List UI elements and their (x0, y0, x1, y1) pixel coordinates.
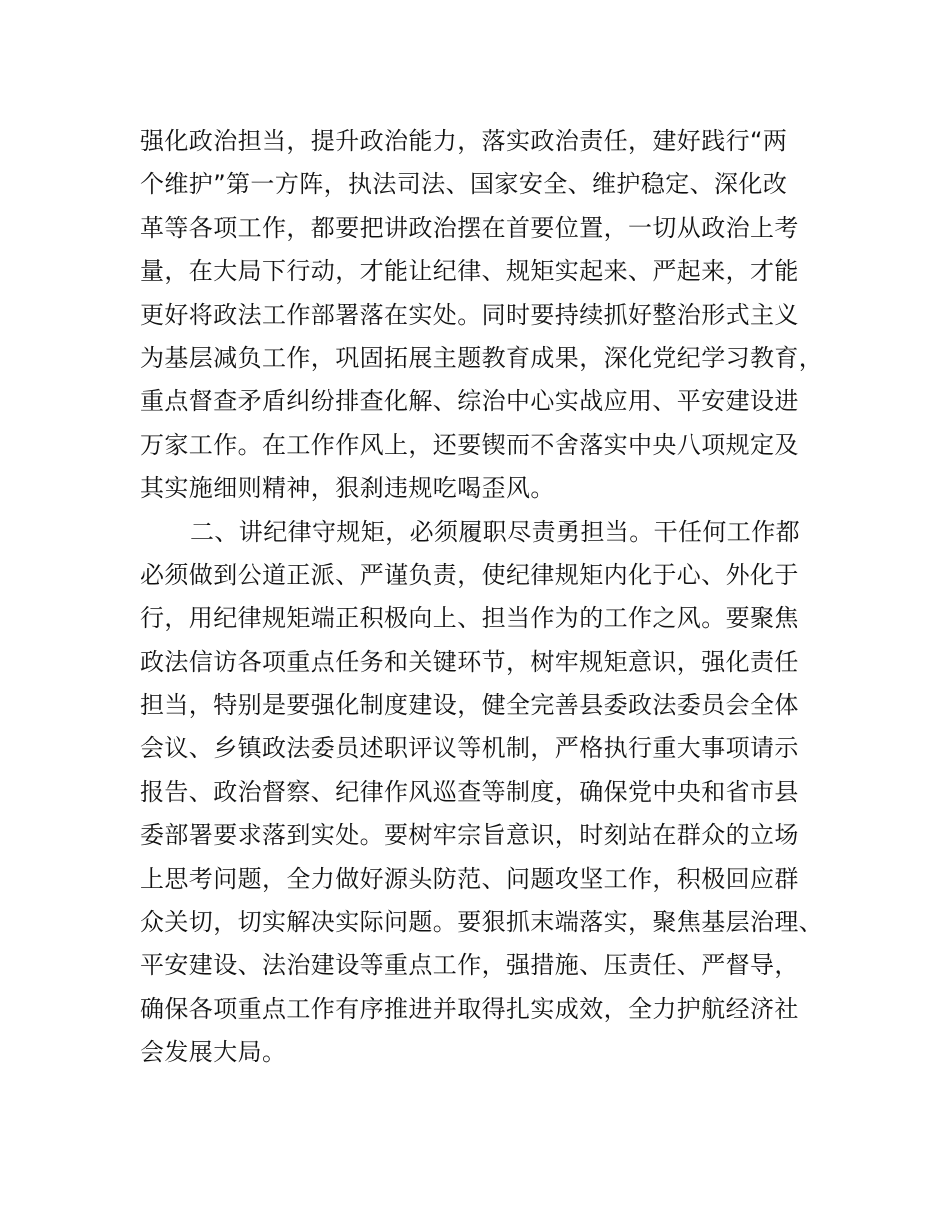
text-line: 委部署要求落到实处。要树牢宗旨意识，时刻站在群众的立场 (140, 821, 799, 850)
text-line: 革等各项工作，都要把讲政治摆在首要位置，一切从政治上考 (140, 213, 799, 242)
text-line: 平安建设、法治建设等重点工作，强措施、压责任、严督导， (140, 951, 799, 980)
text-line: 个维护”第一方阵，执法司法、国家安全、维护稳定、深化改 (140, 170, 788, 199)
text-line: 确保各项重点工作有序推进并取得扎实成效，全力护航经济社 (140, 994, 799, 1023)
text-line: 量，在大局下行动，才能让纪律、规矩实起来、严起来，才能 (140, 257, 799, 286)
text-line: 行，用纪律规矩端正积极向上、担当作为的工作之风。要聚焦 (140, 604, 799, 633)
text-line: 其实施细则精神，狠刹违规吃喝歪风。 (140, 474, 555, 503)
text-line: 上思考问题，全力做好源头防范、问题攻坚工作，积极回应群 (140, 864, 799, 893)
document-body (140, 120, 840, 1075)
text-line: 会议、乡镇政法委员述职评议等机制，严格执行重大事项请示 (140, 734, 799, 763)
text-line: 万家工作。在工作作风上，还要锲而不舍落实中央八项规定及 (140, 430, 799, 459)
text-line: 为基层减负工作，巩固拓展主题教育成果，深化党纪学习教育， (140, 343, 824, 372)
text-line: 更好将政法工作部署落在实处。同时要持续抓好整治形式主义 (140, 300, 799, 329)
text-line: 报告、政治督察、纪律作风巡查等制度，确保党中央和省市县 (140, 777, 799, 806)
text-line: 会发展大局。 (140, 1038, 287, 1067)
paragraph-start-line: 二、讲纪律守规矩，必须履职尽责勇担当。干任何工作都 (190, 517, 800, 546)
text-line: 强化政治担当，提升政治能力，落实政治责任，建好践行“两 (140, 127, 788, 155)
text-line: 必须做到公道正派、严谨负责，使纪律规矩内化于心、外化于 (140, 560, 799, 589)
text-line: 重点督查矛盾纠纷排查化解、综治中心实战应用、平安建设进 (140, 387, 799, 416)
text-line: 众关切，切实解决实际问题。要狠抓末端落实，聚焦基层治理、 (140, 908, 824, 937)
text-line: 担当，特别是要强化制度建设，健全完善县委政法委员会全体 (140, 691, 799, 720)
text-line: 政法信访各项重点任务和关键环节，树牢规矩意识，强化责任 (140, 647, 799, 676)
